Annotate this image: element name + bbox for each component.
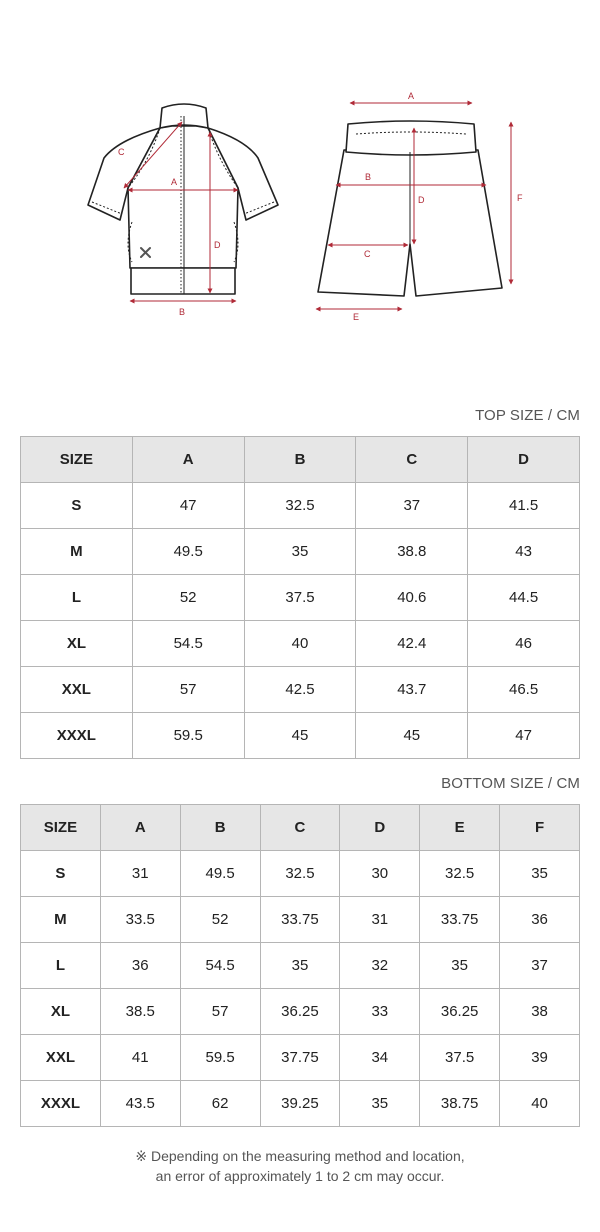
table-cell: 43.5 xyxy=(100,1081,180,1127)
table-cell: 54.5 xyxy=(180,943,260,989)
header-cell: A xyxy=(100,805,180,851)
table-cell: 42.4 xyxy=(356,621,468,667)
table-cell: 39 xyxy=(500,1035,580,1081)
shorts-label-d: D xyxy=(418,195,425,205)
table-cell: 32 xyxy=(340,943,420,989)
table-cell: 32.5 xyxy=(260,851,340,897)
header-cell: E xyxy=(420,805,500,851)
table-cell: 45 xyxy=(244,713,356,759)
header-cell: D xyxy=(468,437,580,483)
table-cell: 35 xyxy=(420,943,500,989)
table-cell: 33 xyxy=(340,989,420,1035)
shorts-label-e: E xyxy=(353,312,360,322)
table-row xyxy=(21,943,580,989)
table-cell: 47 xyxy=(468,713,580,759)
table-cell: 36.25 xyxy=(260,989,340,1035)
table-row xyxy=(21,667,580,713)
shorts-label-b: B xyxy=(365,172,372,182)
jacket-label-c: C xyxy=(118,147,125,157)
table-cell: 46 xyxy=(468,621,580,667)
table-cell: 41.5 xyxy=(468,483,580,529)
table-cell: 37 xyxy=(356,483,468,529)
jacket-label-d: D xyxy=(214,240,221,250)
header-cell: D xyxy=(340,805,420,851)
table-cell: 37.5 xyxy=(244,575,356,621)
table-row xyxy=(21,1035,580,1081)
table-cell: 33.5 xyxy=(100,897,180,943)
table-cell: 37 xyxy=(500,943,580,989)
table-cell: 57 xyxy=(132,667,244,713)
table-cell: 49.5 xyxy=(180,851,260,897)
note-line-2: an error of approximately 1 to 2 cm may occur. xyxy=(155,1168,445,1184)
table-cell: 30 xyxy=(340,851,420,897)
table-cell: 31 xyxy=(340,897,420,943)
table-cell: 32.5 xyxy=(244,483,356,529)
jacket-illustration xyxy=(88,104,278,294)
size-cell: XXL xyxy=(21,1035,101,1081)
table-row xyxy=(21,529,580,575)
table-cell: 43 xyxy=(468,529,580,575)
table-cell: 47 xyxy=(132,483,244,529)
table-cell: 40 xyxy=(244,621,356,667)
table-row xyxy=(21,851,580,897)
bottom-size-caption: BOTTOM SIZE / CM xyxy=(441,775,580,792)
header-cell: C xyxy=(356,437,468,483)
table-cell: 42.5 xyxy=(244,667,356,713)
table-cell: 36.25 xyxy=(420,989,500,1035)
jacket-label-a: A xyxy=(171,177,178,187)
table-row xyxy=(21,1081,580,1127)
table-row xyxy=(21,621,580,667)
table-cell: 33.75 xyxy=(420,897,500,943)
size-cell: XXL xyxy=(21,667,133,713)
table-cell: 54.5 xyxy=(132,621,244,667)
top-size-caption: TOP SIZE / CM xyxy=(475,407,580,424)
size-cell: XXXL xyxy=(21,1081,101,1127)
header-cell: A xyxy=(132,437,244,483)
table-cell: 34 xyxy=(340,1035,420,1081)
table-cell: 38 xyxy=(500,989,580,1035)
table-cell: 59.5 xyxy=(132,713,244,759)
table-cell: 40 xyxy=(500,1081,580,1127)
top-size-table xyxy=(20,436,580,759)
table-cell: 35 xyxy=(244,529,356,575)
table-cell: 52 xyxy=(180,897,260,943)
table-cell: 33.75 xyxy=(260,897,340,943)
size-cell: L xyxy=(21,575,133,621)
table-cell: 45 xyxy=(356,713,468,759)
header-cell: C xyxy=(260,805,340,851)
table-row xyxy=(21,483,580,529)
table-cell: 62 xyxy=(180,1081,260,1127)
table-cell: 57 xyxy=(180,989,260,1035)
jacket-label-b: B xyxy=(179,307,186,317)
table-cell: 43.7 xyxy=(356,667,468,713)
table-cell: 39.25 xyxy=(260,1081,340,1127)
size-cell: XL xyxy=(21,621,133,667)
table-cell: 38.5 xyxy=(100,989,180,1035)
note-line-1: ※ Depending on the measuring method and location, xyxy=(135,1148,465,1164)
table-cell: 38.8 xyxy=(356,529,468,575)
header-cell: SIZE xyxy=(21,437,133,483)
table-cell: 46.5 xyxy=(468,667,580,713)
table-cell: 37.75 xyxy=(260,1035,340,1081)
size-cell: M xyxy=(21,897,101,943)
table-cell: 40.6 xyxy=(356,575,468,621)
table-row xyxy=(21,713,580,759)
table-cell: 31 xyxy=(100,851,180,897)
shorts-label-a: A xyxy=(408,91,415,101)
table-cell: 32.5 xyxy=(420,851,500,897)
size-cell: S xyxy=(21,851,101,897)
table-cell: 36 xyxy=(500,897,580,943)
size-cell: L xyxy=(21,943,101,989)
size-cell: M xyxy=(21,529,133,575)
table-cell: 35 xyxy=(340,1081,420,1127)
table-header-row xyxy=(21,437,580,483)
table-cell: 44.5 xyxy=(468,575,580,621)
measurement-note xyxy=(0,1146,600,1186)
table-cell: 35 xyxy=(500,851,580,897)
measurement-diagram xyxy=(0,0,600,360)
table-row xyxy=(21,897,580,943)
table-cell: 37.5 xyxy=(420,1035,500,1081)
table-row xyxy=(21,989,580,1035)
size-cell: S xyxy=(21,483,133,529)
header-cell: SIZE xyxy=(21,805,101,851)
shorts-label-f: F xyxy=(517,193,523,203)
size-cell: XL xyxy=(21,989,101,1035)
table-cell: 52 xyxy=(132,575,244,621)
header-cell: F xyxy=(500,805,580,851)
table-cell: 49.5 xyxy=(132,529,244,575)
header-cell: B xyxy=(180,805,260,851)
table-cell: 41 xyxy=(100,1035,180,1081)
size-cell: XXXL xyxy=(21,713,133,759)
table-cell: 35 xyxy=(260,943,340,989)
table-cell: 38.75 xyxy=(420,1081,500,1127)
bottom-size-table xyxy=(20,804,580,1127)
table-cell: 36 xyxy=(100,943,180,989)
header-cell: B xyxy=(244,437,356,483)
table-row xyxy=(21,575,580,621)
table-cell: 59.5 xyxy=(180,1035,260,1081)
table-header-row xyxy=(21,805,580,851)
shorts-label-c: C xyxy=(364,249,371,259)
